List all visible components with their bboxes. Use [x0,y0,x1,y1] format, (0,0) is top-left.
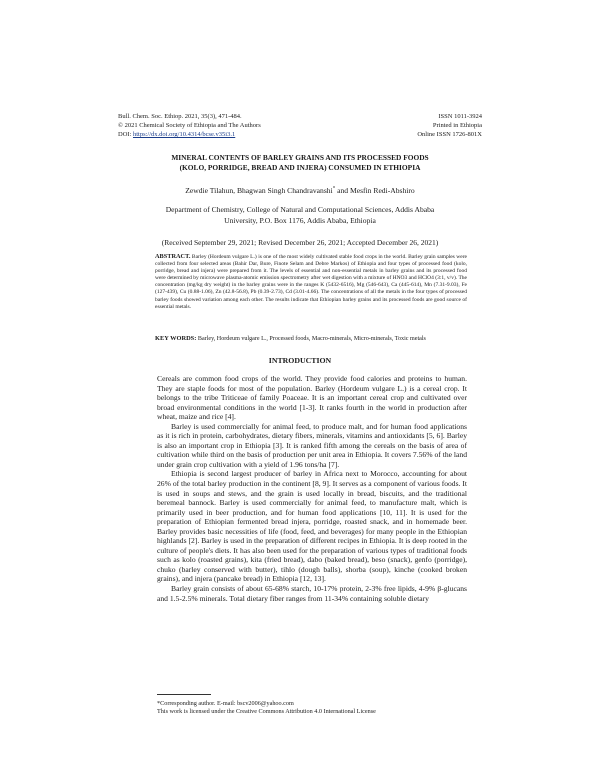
abstract-label: ABSTRACT. [155,253,191,260]
introduction-body [157,374,467,603]
citation-line: Bull. Chem. Soc. Ethiop. 2021, 35(3), 471-484. [118,113,242,120]
paragraph: Ethiopia is second largest producer of barley in Africa next to Morocco, accounting for about 26% of the total barley production in the continent [8, 9]. It serves as a component of various foods. It is used in soups and stews, and the grain is used locally in bread, biscuits, and the traditional beremeal bannock. Barley is used commercially for animal feed, to manufacture malt, which is primarily used in beer production, and for human food applications [10, 11]. It is used for the preparation of Ethiopian fermented bread injera, porridge, roasted snack, and in homemade beer. Barley provides basic necessities of life (food, feed, and beverages) for many people in the Ethiopian highlands [2]. Barley is used in the preparation of different recipes in Ethiopia. It is deep rooted in the culture of people's diets. It has also been used for the preparation of various types of traditional foods such as kolo (roasted grains), kita (fried bread), dabo (baked bread), beso (snack), genfo (porridge), chuko (barley conserved with butter), tihlo (dough balls), shorba (soup), kinche (cooked broken grains), and injera (pancake bread) in Ethiopia [12, 13]. [157,469,467,584]
received-dates: (Received September 29, 2021; Revised December 26, 2021; Accepted December 26, 2021) [161,238,439,247]
paragraph: Barley is used commercially for animal feed, to produce malt, and for human food applications as it is rich in protein, carbohydrates, dietary fibers, minerals, vitamins and antioxidants [5, 6]. Barley is also an important crop in Ethiopia [3]. It is ranked fifth among the cereals on the basis of area of cultivation while third on the basis of production per unit area in Ethiopia. It covers 7.56% of the land under grain crop cultivation with a yield of 1.96 tons/ha [7]. [157,421,467,469]
abstract [155,253,467,311]
issn-print: ISSN 1011-3924 [438,113,482,120]
paper-title [130,153,470,173]
issn-block [417,112,482,139]
author-names: Zewdie Tilahun, Bhagwan Singh Chandravanshi [185,186,333,195]
journal-citation [118,112,261,139]
keywords-text: Barley, Hordeum vulgare L., Processed foods, Macro-minerals, Micro-minerals, Toxic metals [196,336,426,342]
license-note: This work is licensed under the Creative Commons Attribution 4.0 International License [157,708,376,715]
corresponding-mark: * [332,186,336,192]
paragraph: Barley grain consists of about 65-68% starch, 10-17% protein, 2-3% free lipids, 4-9% β-glucans and 1.5-2.5% minerals. Total dietary fiber ranges from 11-34% containing soluble dietary [157,584,467,603]
copyright-line: © 2021 Chemical Society of Ethiopia and The Authors [118,122,261,129]
affiliation-line: University, P.O. Box 1176, Addis Ababa, Ethiopia [224,215,376,225]
paragraph: Cereals are common food crops of the world. They provide food calories and proteins to human. They are staple foods for most of the population. Barley (Hordeum vulgare L.) is a cereal crop. It belongs to the tribe Triticeae of family Poaceae. It is an important cereal crop and cultivated over broad environmental conditions in the world [1-3]. It ranks fourth in the world in production after wheat, maize and rice [4]. [157,374,467,422]
doi-link[interactable]: https://dx.doi.org/10.4314/bcse.v35i3.1 [132,131,236,138]
abstract-text: Barley (Hordeum vulgare L.) is one of the most widely cultivated stable food crops in the world. Barley grain samples were collected from four selected areas (Bahir Dar, Bure, Finote Selam and Debre Markos) of Ethiopia and four types of processed food (kolo, porridge, bread and injera) were prepared from it. The levels of essential and non-essential metals in barley grains and its processed food were determined by microwave plasma-atomic emission spectrometry after wet digestion with a mixture of HNO3 and HClO4 (3:1, v/v). The concentration (mg/kg dry weight) in the barley grains were in the ranges K (5432-6516), Mg (546-643), Ca (445-614), Mn (7.31-9.03), Fe (127-439), Cu (0.88-1.06), Zn (42.8-56.8), Pb (0.39-2.73), Cd (3.01-4.66). The concentrations of all the metals in the four types of processed barley foods showed variation among each other. The results indicate that Ethiopian barley grains and its processed foods are good source of essential metals. [155,254,467,310]
printed-in: Printed in Ethiopia [432,122,482,129]
title-line: (KOLO, PORRIDGE, BREAD AND INJERA) CONSUMED IN ETHIOPIA [179,163,421,172]
title-line: MINERAL CONTENTS OF BARLEY GRAINS AND ITS PROCESSED FOODS [171,153,429,162]
footnote-rule [157,694,211,695]
author-list [130,186,470,195]
issn-online: Online ISSN 1726-801X [417,131,482,138]
corresponding-author-note: *Corresponding author. E-mail: bscv2006@yahoo.com [157,700,294,707]
affiliation [140,205,460,226]
doi-line [118,130,261,139]
doi-label: DOI: [118,131,132,138]
author-names-tail: and Mesfin Redi-Abshiro [335,186,415,195]
keywords [155,335,467,343]
keywords-label: KEY WORDS: [155,335,197,342]
footnotes [157,700,477,716]
section-heading: INTRODUCTION [268,356,332,365]
affiliation-line: Department of Chemistry, College of Natural and Computational Sciences, Addis Ababa [165,205,435,214]
